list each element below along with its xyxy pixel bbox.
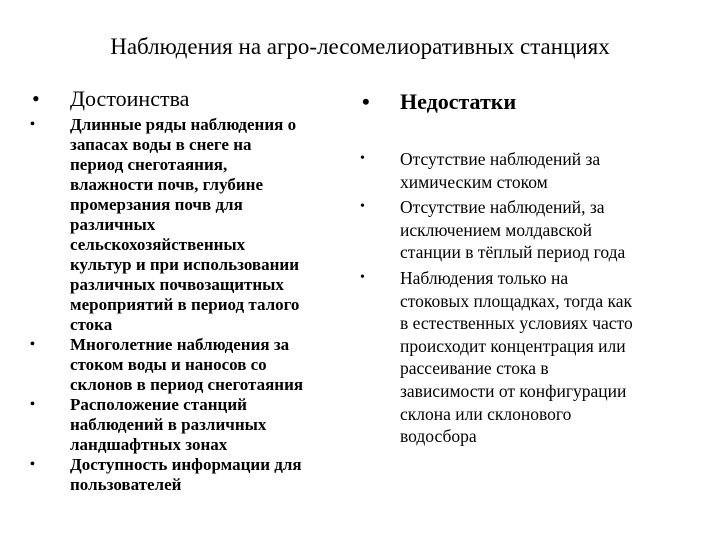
item-text-line: сельскохозяйственных [70,235,246,254]
item-text-line: Расположение станций [70,395,247,414]
item-text-line: склонов в период снеготаяния [70,375,304,394]
item-text-line: влажности почв, глубине [70,175,263,194]
item-text-line: зависимости от конфигурации [400,380,627,401]
bullet-icon: • [360,199,365,215]
bullet-icon: • [30,397,35,412]
bullet-icon: • [30,457,35,472]
advantages-item [30,395,303,455]
bullet-icon: • [360,269,365,285]
advantages-heading [32,86,190,112]
item-text-line: происходит концентрация или [400,335,626,356]
bullet-icon: • [30,337,35,352]
item-text-line: Многолетние наблюдения за [70,335,290,354]
item-text-line: исключением молдавской [400,219,592,240]
slide-title: Наблюдения на агро-лесомелиоративных станциях [110,34,610,59]
item-text-line: запасах воды в снеге на [70,135,252,154]
disadvantages-heading-text: Недостатки [400,89,517,114]
item-text-line: мероприятий в период талого [70,295,300,314]
item-text-line: химическим стоком [400,171,548,192]
item-text-line: Отсутствие наблюдений, за [400,197,605,218]
advantages-item [30,455,303,495]
bullet-icon: • [30,117,35,132]
item-text-line: стоковых площадках, тогда как [400,290,632,311]
disadvantages-list [360,148,633,451]
advantages-list [30,115,304,495]
item-text-line: Длинные ряды наблюдения о [70,115,297,134]
item-text-line: различных [70,215,156,234]
disadvantages-item [360,267,633,448]
disadvantages-item [360,196,633,264]
item-text-line: период снеготаяния, [70,155,228,174]
advantages-heading-text: Достоинства [70,86,190,111]
advantages-item [30,335,304,395]
advantages-item [30,115,303,335]
item-text-line: промерзания почв для [70,195,243,214]
item-text-line: наблюдений в различных [70,415,267,434]
disadvantages-item [360,148,633,193]
item-text-line: культур и при использовании [70,255,299,274]
item-text-line: ландшафтных зонах [70,435,228,454]
item-text-line: станции в тёплый период года [400,242,626,263]
item-text-line: в естественных условиях часто [400,313,633,334]
item-text-line: Наблюдения только на [400,267,569,288]
disadvantages-heading [362,89,517,115]
item-text-line: склона или склонового [400,403,572,424]
item-text-line: стоком воды и наносов со [70,355,267,374]
item-text-line: различных почвозащитных [70,275,284,294]
bullet-icon: • [360,151,365,166]
item-text-line: Отсутствие наблюдений за [400,149,601,169]
item-text-line: стока [70,315,113,334]
item-text-line: рассеивание стока в [400,358,549,379]
bullet-icon: • [32,86,40,111]
bullet-icon: • [362,89,370,114]
item-text-line: Доступность информации для [70,455,302,474]
item-text-line: водосбора [400,426,477,447]
item-text-line: пользователей [70,475,182,494]
